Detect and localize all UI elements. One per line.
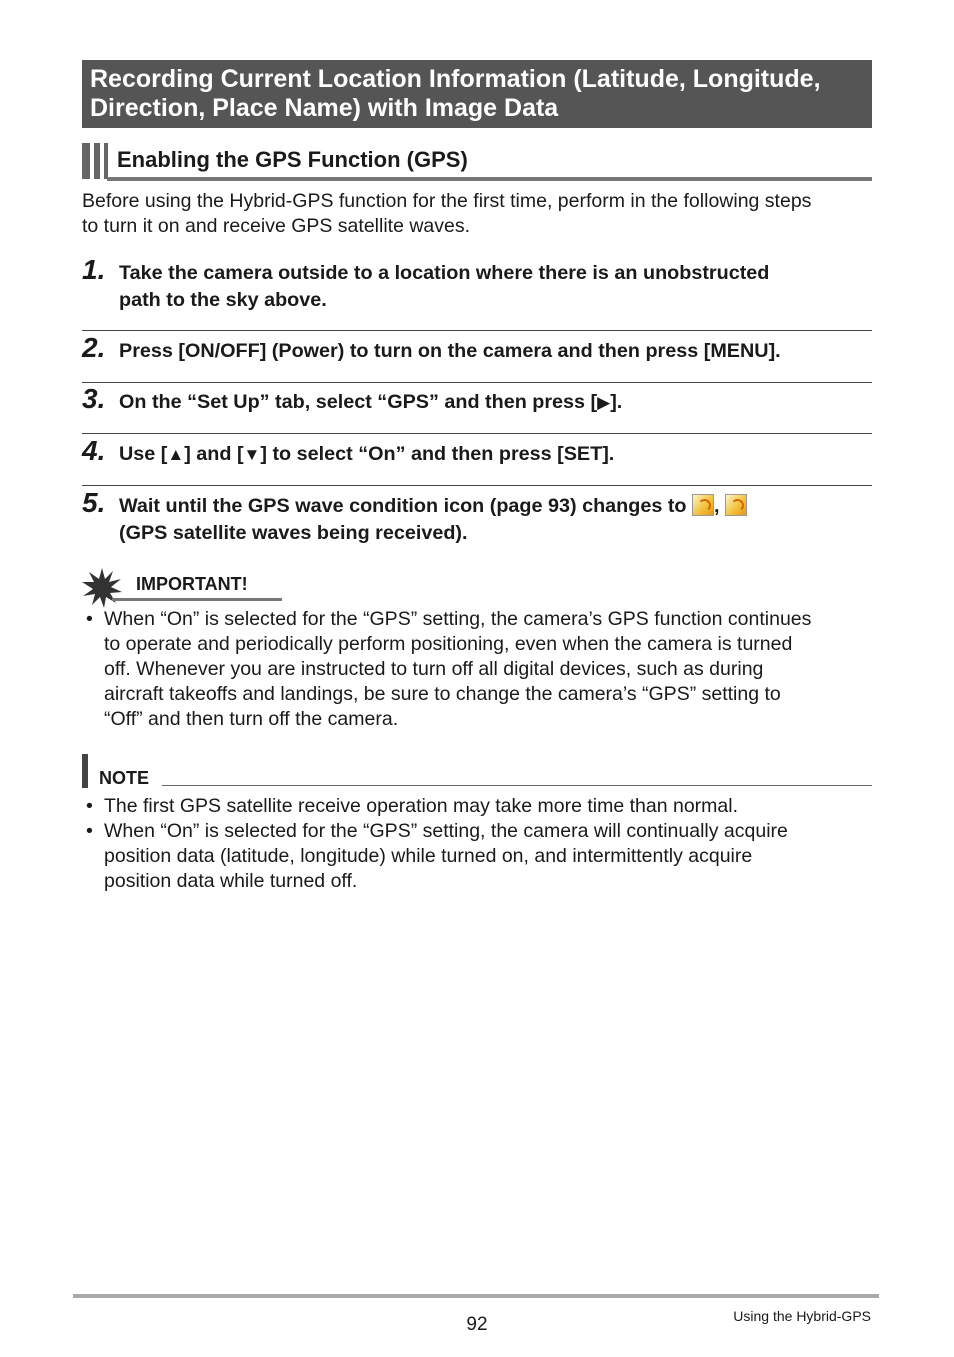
down-arrow-icon: ▼ <box>243 445 261 464</box>
list-item-line: • The first GPS satellite receive operation may take more time than normal. <box>104 795 739 817</box>
footer-rule <box>73 1294 879 1298</box>
step-text-part: On the “Set Up” tab, select “GPS” and then press [ <box>119 391 598 413</box>
list-item <box>82 794 872 819</box>
step-number: 2. <box>82 332 106 363</box>
important-label: IMPORTANT! <box>136 574 248 594</box>
important-heading <box>82 568 292 604</box>
step-text-part: ] and [ <box>184 443 244 465</box>
important-list <box>82 607 872 732</box>
important-underline <box>112 598 282 601</box>
list-item-line: • When “On” is selected for the “GPS” setting, the camera’s GPS function continues <box>104 608 812 630</box>
step-text-part: ] to select “On” and then press [SET]. <box>260 443 615 465</box>
section-underline <box>107 177 872 181</box>
step-text <box>119 389 874 416</box>
step-number: 1. <box>82 254 106 285</box>
step-text-part: Wait until the GPS wave condition icon (page 93) changes to <box>119 495 687 517</box>
page-number: 92 <box>466 1314 488 1335</box>
step-number: 5. <box>82 487 106 518</box>
note-marker-bar <box>82 754 88 788</box>
section-title: Enabling the GPS Function (GPS) <box>117 147 468 172</box>
right-arrow-icon: ▶ <box>597 393 611 412</box>
step-text-part: ]. <box>610 391 623 413</box>
step-divider <box>82 382 872 383</box>
intro-paragraph <box>82 189 872 239</box>
list-item <box>82 819 872 894</box>
step-text-line-2: path to the sky above. <box>119 289 327 311</box>
step-text <box>119 260 874 314</box>
list-item-line: “Off” and then turn off the camera. <box>104 708 399 730</box>
gps-receiving-icon <box>725 494 747 516</box>
step-number: 4. <box>82 435 106 466</box>
intro-line-1: Before using the Hybrid-GPS function for the first time, perform in the following steps <box>82 190 812 212</box>
step-text: Press [ON/OFF] (Power) to turn on the camera and then press [MENU]. <box>119 340 781 362</box>
note-heading <box>82 754 872 790</box>
note-label: NOTE <box>99 768 150 788</box>
step-text <box>119 441 874 468</box>
note-list <box>82 794 872 894</box>
gps-receiving-icon <box>692 494 714 516</box>
step-text-part: , <box>714 495 720 517</box>
step-divider <box>82 330 872 331</box>
note-rule <box>162 785 872 786</box>
intro-line-2: to turn it on and receive GPS satellite waves. <box>82 215 471 237</box>
step-text-line-2: (GPS satellite waves being received). <box>119 522 468 544</box>
list-item-line: position data (latitude, longitude) while turned on, and intermittently acquire <box>104 845 753 867</box>
chapter-title-line-1: Recording Current Location Information (Latitude, Longitude, <box>90 65 821 93</box>
footer-section-name: Using the Hybrid-GPS <box>733 1308 871 1324</box>
list-item-line: to operate and periodically perform positioning, even when the camera is turned <box>104 633 793 655</box>
step-text <box>119 493 874 547</box>
list-item-line: • When “On” is selected for the “GPS” setting, the camera will continually acquire <box>104 820 788 842</box>
chapter-title-bar <box>82 60 872 128</box>
step-divider <box>82 485 872 486</box>
up-arrow-icon: ▲ <box>167 445 185 464</box>
chapter-title-line-2: Direction, Place Name) with Image Data <box>90 94 559 122</box>
starburst-icon <box>82 568 122 608</box>
list-item-line: aircraft takeoffs and landings, be sure to change the camera’s “GPS” setting to <box>104 683 781 705</box>
step-text-part: Use [ <box>119 443 168 465</box>
list-item-line: off. Whenever you are instructed to turn off all digital devices, such as during <box>104 658 764 680</box>
step-text-line-1: Take the camera outside to a location where there is an unobstructed <box>119 262 770 284</box>
list-item <box>82 607 872 732</box>
list-item-line: position data while turned off. <box>104 870 358 892</box>
step-number: 3. <box>82 383 106 414</box>
section-heading <box>82 143 872 181</box>
step-divider <box>82 433 872 434</box>
